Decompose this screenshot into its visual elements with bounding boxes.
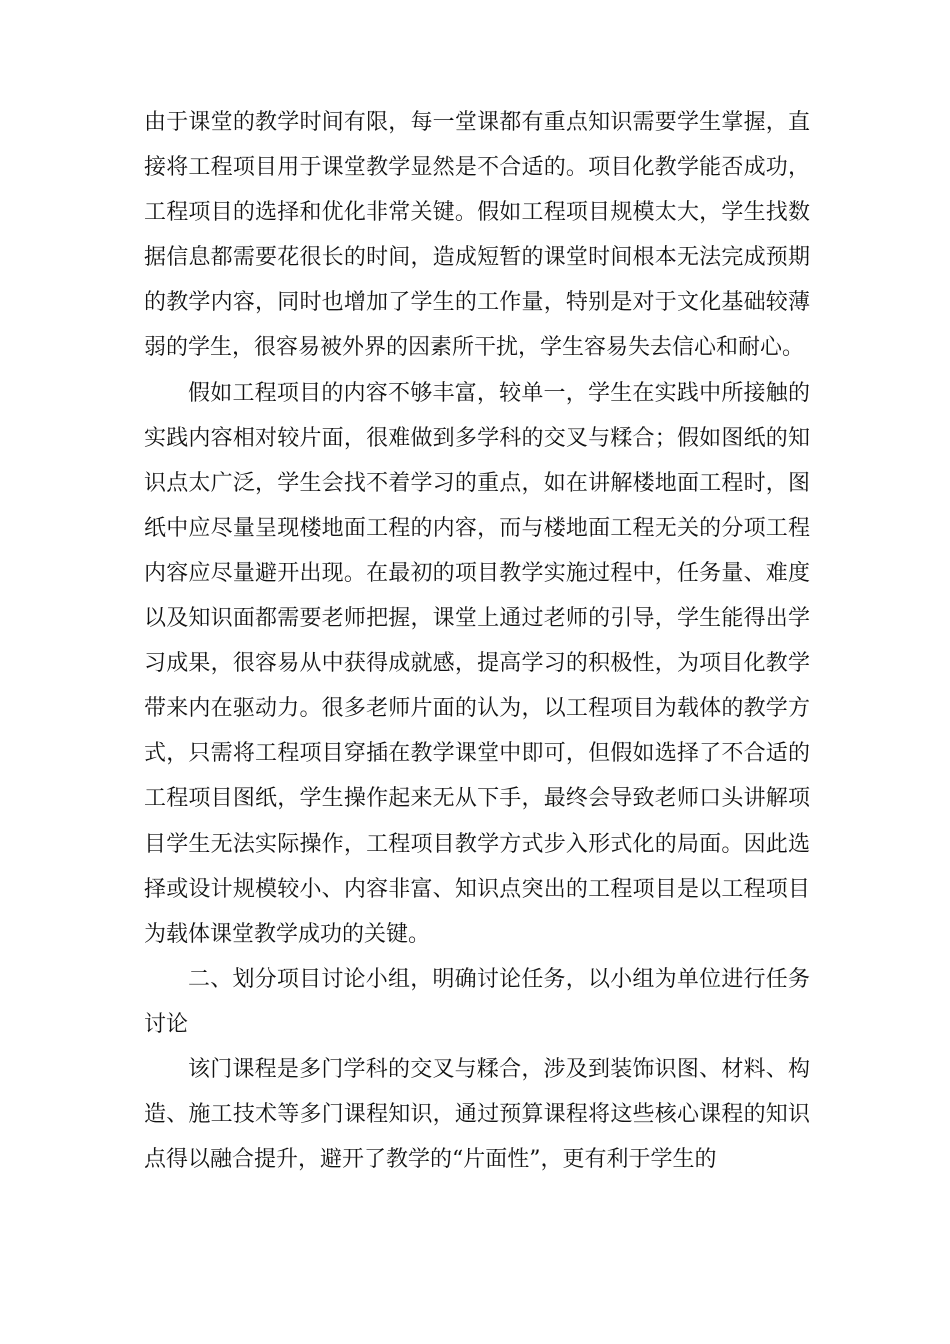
paragraph-2: 假如工程项目的内容不够丰富，较单一，学生在实践中所接触的实践内容相对较片面，很难做到多学科的交叉与糅合；假如图纸的知识点太广泛，学生会找不着学习的重点，如在讲解楼地面工程时，图纸中应尽量呈现楼地面工程的内容，而与楼地面工程无关的分项工程内容应尽量避开出现。在最初的项目教学实施过程中，任务量、难度以及知识面都需要老师把握，课堂上通过老师的引导，学生能得出学习成果，很容易从中获得成就感，提高学习的积极性，为项目化教学带来内在驱动力。很多老师片面的认为，以工程项目为载体的教学方式，只需将工程项目穿插在教学课堂中即可，但假如选择了不合适的工程项目图纸，学生操作起来无从下手，最终会导致老师口头讲解项目学生无法实际操作，工程项目教学方式步入形式化的局面。因此选择或设计规模较小、内容非富、知识点突出的工程项目是以工程项目为载体课堂教学成功的关键。 xyxy=(144,380,810,947)
paragraph-3: 该门课程是多门学科的交叉与糅合，涉及到装饰识图、材料、构造、施工技术等多门课程知识，通过预算课程将这些核心课程的知识点得以融合提升，避开了教学的“片面性”，更有利于学生的 xyxy=(144,1056,810,1173)
paragraph-1: 由于课堂的教学时间有限，每一堂课都有重点知识需要学生掌握，直接将工程项目用于课堂教学显然是不合适的。项目化教学能否成功，工程项目的选择和优化非常关键。假如工程项目规模太大，学生找数据信息都需要花很长的时间，造成短暂的课堂时间根本无法完成预期的教学内容，同时也增加了学生的工作量，特别是对于文化基础较薄弱的学生，很容易被外界的因素所干扰，学生容易失去信心和耐心。 xyxy=(144,110,810,361)
document-body xyxy=(144,100,810,1182)
section-heading-2: 二、划分项目讨论小组，明确讨论任务，以小组为单位进行任务讨论 xyxy=(144,966,810,1037)
